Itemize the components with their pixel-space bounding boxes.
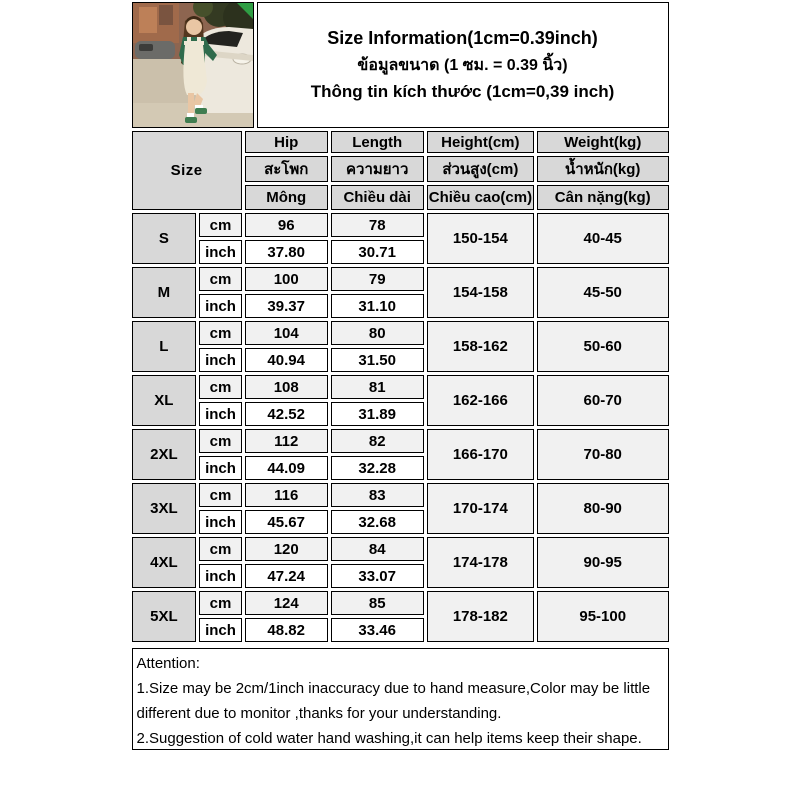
size-row-3XL-cm [132, 483, 669, 507]
length-cm-2XL: 82 [331, 429, 424, 453]
hip-inch-XL: 42.52 [245, 402, 328, 426]
weight-range-2XL: 70-80 [537, 429, 669, 480]
unit-label-cm: cm [199, 375, 242, 399]
length-inch-L: 31.50 [331, 348, 424, 372]
size-row-2XL-cm [132, 429, 669, 453]
size-row-4XL-cm [132, 537, 669, 561]
length-inch-5XL: 33.46 [331, 618, 424, 642]
length-cm-S: 78 [331, 213, 424, 237]
hip-inch-5XL: 48.82 [245, 618, 328, 642]
unit-label-inch: inch [199, 348, 242, 372]
product-photo [132, 2, 254, 128]
size-table-body [132, 213, 669, 642]
length-cm-4XL: 84 [331, 537, 424, 561]
height-range-XL: 162-166 [427, 375, 534, 426]
col-header-weight-en: Weight(kg) [537, 131, 669, 153]
size-label-4XL: 4XL [132, 537, 197, 588]
hip-cm-L: 104 [245, 321, 328, 345]
weight-range-4XL: 90-95 [537, 537, 669, 588]
size-label-S: S [132, 213, 197, 264]
hip-cm-5XL: 124 [245, 591, 328, 615]
size-table [129, 128, 672, 645]
title-vietnamese: Thông tin kích thước (1cm=0,39 inch) [310, 82, 615, 101]
unit-label-cm: cm [199, 429, 242, 453]
height-range-S: 150-154 [427, 213, 534, 264]
size-label-5XL: 5XL [132, 591, 197, 642]
col-header-hip-vi: Mông [245, 185, 328, 210]
weight-range-S: 40-45 [537, 213, 669, 264]
unit-label-inch: inch [199, 456, 242, 480]
col-header-hip-en: Hip [245, 131, 328, 153]
size-row-5XL-cm [132, 591, 669, 615]
size-table-header [132, 131, 669, 210]
size-label-M: M [132, 267, 197, 318]
unit-label-cm: cm [199, 537, 242, 561]
col-header-height-vi: Chiều cao(cm) [427, 185, 534, 210]
header-row-english [132, 131, 669, 153]
size-row-XL-cm [132, 375, 669, 399]
col-header-length-vi: Chiều dài [331, 185, 424, 210]
hip-inch-M: 39.37 [245, 294, 328, 318]
hip-cm-XL: 108 [245, 375, 328, 399]
weight-range-XL: 60-70 [537, 375, 669, 426]
unit-label-inch: inch [199, 618, 242, 642]
hip-inch-S: 37.80 [245, 240, 328, 264]
weight-range-3XL: 80-90 [537, 483, 669, 534]
header-block [132, 2, 669, 128]
height-range-4XL: 174-178 [427, 537, 534, 588]
attention-note-2: 2.Suggestion of cold water hand washing,it can help items keep their shape. [136, 730, 642, 747]
size-label-2XL: 2XL [132, 429, 197, 480]
col-header-hip-th: สะโพก [245, 156, 328, 182]
size-chart-sheet [132, 2, 669, 750]
attention-heading: Attention: [136, 655, 200, 672]
hip-cm-4XL: 120 [245, 537, 328, 561]
unit-label-cm: cm [199, 591, 242, 615]
length-cm-3XL: 83 [331, 483, 424, 507]
length-cm-5XL: 85 [331, 591, 424, 615]
length-inch-M: 31.10 [331, 294, 424, 318]
height-range-M: 154-158 [427, 267, 534, 318]
hip-cm-S: 96 [245, 213, 328, 237]
hip-inch-2XL: 44.09 [245, 456, 328, 480]
height-range-L: 158-162 [427, 321, 534, 372]
hip-cm-M: 100 [245, 267, 328, 291]
hip-inch-4XL: 47.24 [245, 564, 328, 588]
height-range-2XL: 166-170 [427, 429, 534, 480]
hip-inch-L: 40.94 [245, 348, 328, 372]
title-english: Size Information(1cm=0.39inch) [327, 28, 598, 48]
height-range-5XL: 178-182 [427, 591, 534, 642]
unit-label-cm: cm [199, 483, 242, 507]
size-label-XL: XL [132, 375, 197, 426]
size-row-L-cm [132, 321, 669, 345]
hip-cm-3XL: 116 [245, 483, 328, 507]
unit-label-cm: cm [199, 267, 242, 291]
col-header-length-en: Length [331, 131, 424, 153]
col-header-length-th: ความยาว [331, 156, 424, 182]
weight-range-M: 45-50 [537, 267, 669, 318]
col-header-height-th: ส่วนสูง(cm) [427, 156, 534, 182]
title-block [257, 2, 669, 128]
unit-label-cm: cm [199, 321, 242, 345]
size-header-cell: Size [132, 131, 242, 210]
length-cm-M: 79 [331, 267, 424, 291]
size-label-L: L [132, 321, 197, 372]
size-row-S-cm [132, 213, 669, 237]
col-header-height-en: Height(cm) [427, 131, 534, 153]
col-header-weight-vi: Cân nặng(kg) [537, 185, 669, 210]
length-cm-XL: 81 [331, 375, 424, 399]
col-header-weight-th: น้ำหนัก(kg) [537, 156, 669, 182]
length-inch-2XL: 32.28 [331, 456, 424, 480]
hip-inch-3XL: 45.67 [245, 510, 328, 534]
length-inch-XL: 31.89 [331, 402, 424, 426]
height-range-3XL: 170-174 [427, 483, 534, 534]
size-row-M-cm [132, 267, 669, 291]
weight-range-L: 50-60 [537, 321, 669, 372]
length-cm-L: 80 [331, 321, 424, 345]
attention-note-1: 1.Size may be 2cm/1inch inaccuracy due to hand measure,Color may be little different due to monitor ,thanks for your understanding. [136, 680, 651, 722]
unit-label-inch: inch [199, 240, 242, 264]
unit-label-inch: inch [199, 510, 242, 534]
weight-range-5XL: 95-100 [537, 591, 669, 642]
title-thai: ข้อมูลขนาด (1 ซม. = 0.39 นิ้ว) [357, 57, 568, 74]
length-inch-4XL: 33.07 [331, 564, 424, 588]
unit-label-cm: cm [199, 213, 242, 237]
unit-label-inch: inch [199, 294, 242, 318]
length-inch-3XL: 32.68 [331, 510, 424, 534]
hip-cm-2XL: 112 [245, 429, 328, 453]
attention-notes [132, 648, 669, 750]
unit-label-inch: inch [199, 402, 242, 426]
size-label-3XL: 3XL [132, 483, 197, 534]
model-photo-illustration [133, 3, 253, 127]
length-inch-S: 30.71 [331, 240, 424, 264]
unit-label-inch: inch [199, 564, 242, 588]
